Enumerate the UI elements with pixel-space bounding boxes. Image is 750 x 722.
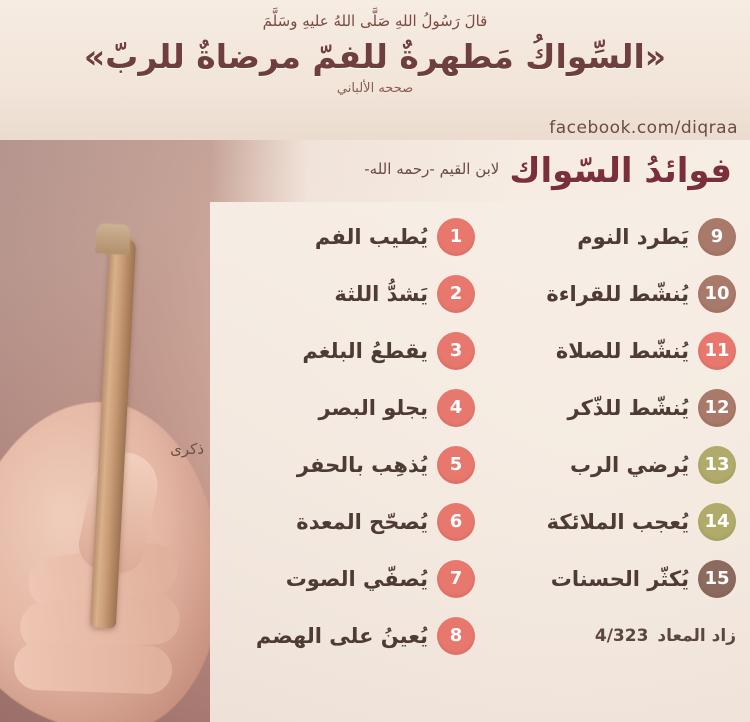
benefit-number: 15 <box>698 560 736 598</box>
benefit-number: 9 <box>698 218 736 256</box>
facebook-link[interactable]: facebook.com/diqraa <box>549 118 738 138</box>
siwak-tip <box>95 223 131 255</box>
benefit-item <box>220 617 481 655</box>
hadith-source: صححه الألباني <box>336 81 414 97</box>
benefit-text: يُذهِب بالحفر <box>296 452 428 477</box>
benefit-number: 13 <box>698 446 736 484</box>
benefit-item <box>220 218 481 256</box>
benefits-panel <box>210 202 750 722</box>
table-row <box>220 493 740 550</box>
benefit-item <box>220 332 481 370</box>
benefit-number: 3 <box>437 332 475 370</box>
benefit-text: يُعينُ على الهضم <box>255 623 428 648</box>
hadith-intro: قالَ رَسُولُ اللهِ صَلَّى اللهُ عليهِ وسَلَّمَ <box>262 12 488 30</box>
benefit-text: يَشدُّ اللثة <box>334 281 428 306</box>
benefit-text: يُنشّط للذّكر <box>567 395 689 420</box>
benefit-number: 5 <box>437 446 475 484</box>
source-reference <box>481 626 740 646</box>
table-row <box>220 379 740 436</box>
benefit-number: 7 <box>437 560 475 598</box>
benefit-item <box>481 446 740 484</box>
benefit-text: يجلو البصر <box>318 395 428 420</box>
benefit-item <box>481 332 740 370</box>
benefit-number: 1 <box>437 218 475 256</box>
siwak-photo <box>0 140 212 722</box>
benefit-text: يُنشّط للصلاة <box>555 338 689 363</box>
finger <box>13 641 173 694</box>
table-row <box>220 208 740 265</box>
benefit-number: 6 <box>437 503 475 541</box>
benefit-text: يُعجب الملائكة <box>546 509 689 534</box>
benefit-number: 4 <box>437 389 475 427</box>
benefit-item <box>481 560 740 598</box>
benefit-number: 8 <box>437 617 475 655</box>
benefit-text: يُكثّر الحسنات <box>550 566 689 591</box>
table-row <box>220 265 740 322</box>
reference-page: 4/323 <box>594 625 649 646</box>
page-subtitle: لابن القيم -رحمه الله- <box>364 160 500 178</box>
page-title: فوائدُ السّواك <box>509 151 732 191</box>
benefit-text: يُنشّط للقراءة <box>546 281 689 306</box>
benefit-item <box>220 446 481 484</box>
benefit-text: يُصحّح المعدة <box>296 509 428 534</box>
benefit-text: يَطرد النوم <box>577 224 689 249</box>
benefit-item <box>481 503 740 541</box>
benefit-number: 12 <box>698 389 736 427</box>
watermark: ذكرى <box>170 440 204 458</box>
hadith-text: «السِّواكُ مَطهرةٌ للفمّ مرضاةٌ للربّ» <box>83 37 667 76</box>
benefit-item <box>220 503 481 541</box>
benefit-item <box>220 389 481 427</box>
benefit-number: 2 <box>437 275 475 313</box>
benefit-item <box>220 275 481 313</box>
benefit-number: 11 <box>698 332 736 370</box>
benefit-text: يُصفّي الصوت <box>285 566 428 591</box>
table-row <box>220 322 740 379</box>
benefit-item <box>481 275 740 313</box>
benefit-item <box>220 560 481 598</box>
benefit-text: يُطيب الفم <box>314 224 428 249</box>
benefit-item <box>481 218 740 256</box>
benefit-number: 10 <box>698 275 736 313</box>
benefit-text: يُرضي الرب <box>569 452 689 477</box>
benefit-text: يقطعُ البلغم <box>302 338 428 363</box>
benefit-item <box>481 389 740 427</box>
benefit-number: 14 <box>698 503 736 541</box>
reference-book: زاد المعاد <box>657 625 736 646</box>
title-band <box>210 140 750 202</box>
table-row-last <box>220 607 740 664</box>
table-row <box>220 436 740 493</box>
hadith-header <box>0 0 750 140</box>
table-row <box>220 550 740 607</box>
